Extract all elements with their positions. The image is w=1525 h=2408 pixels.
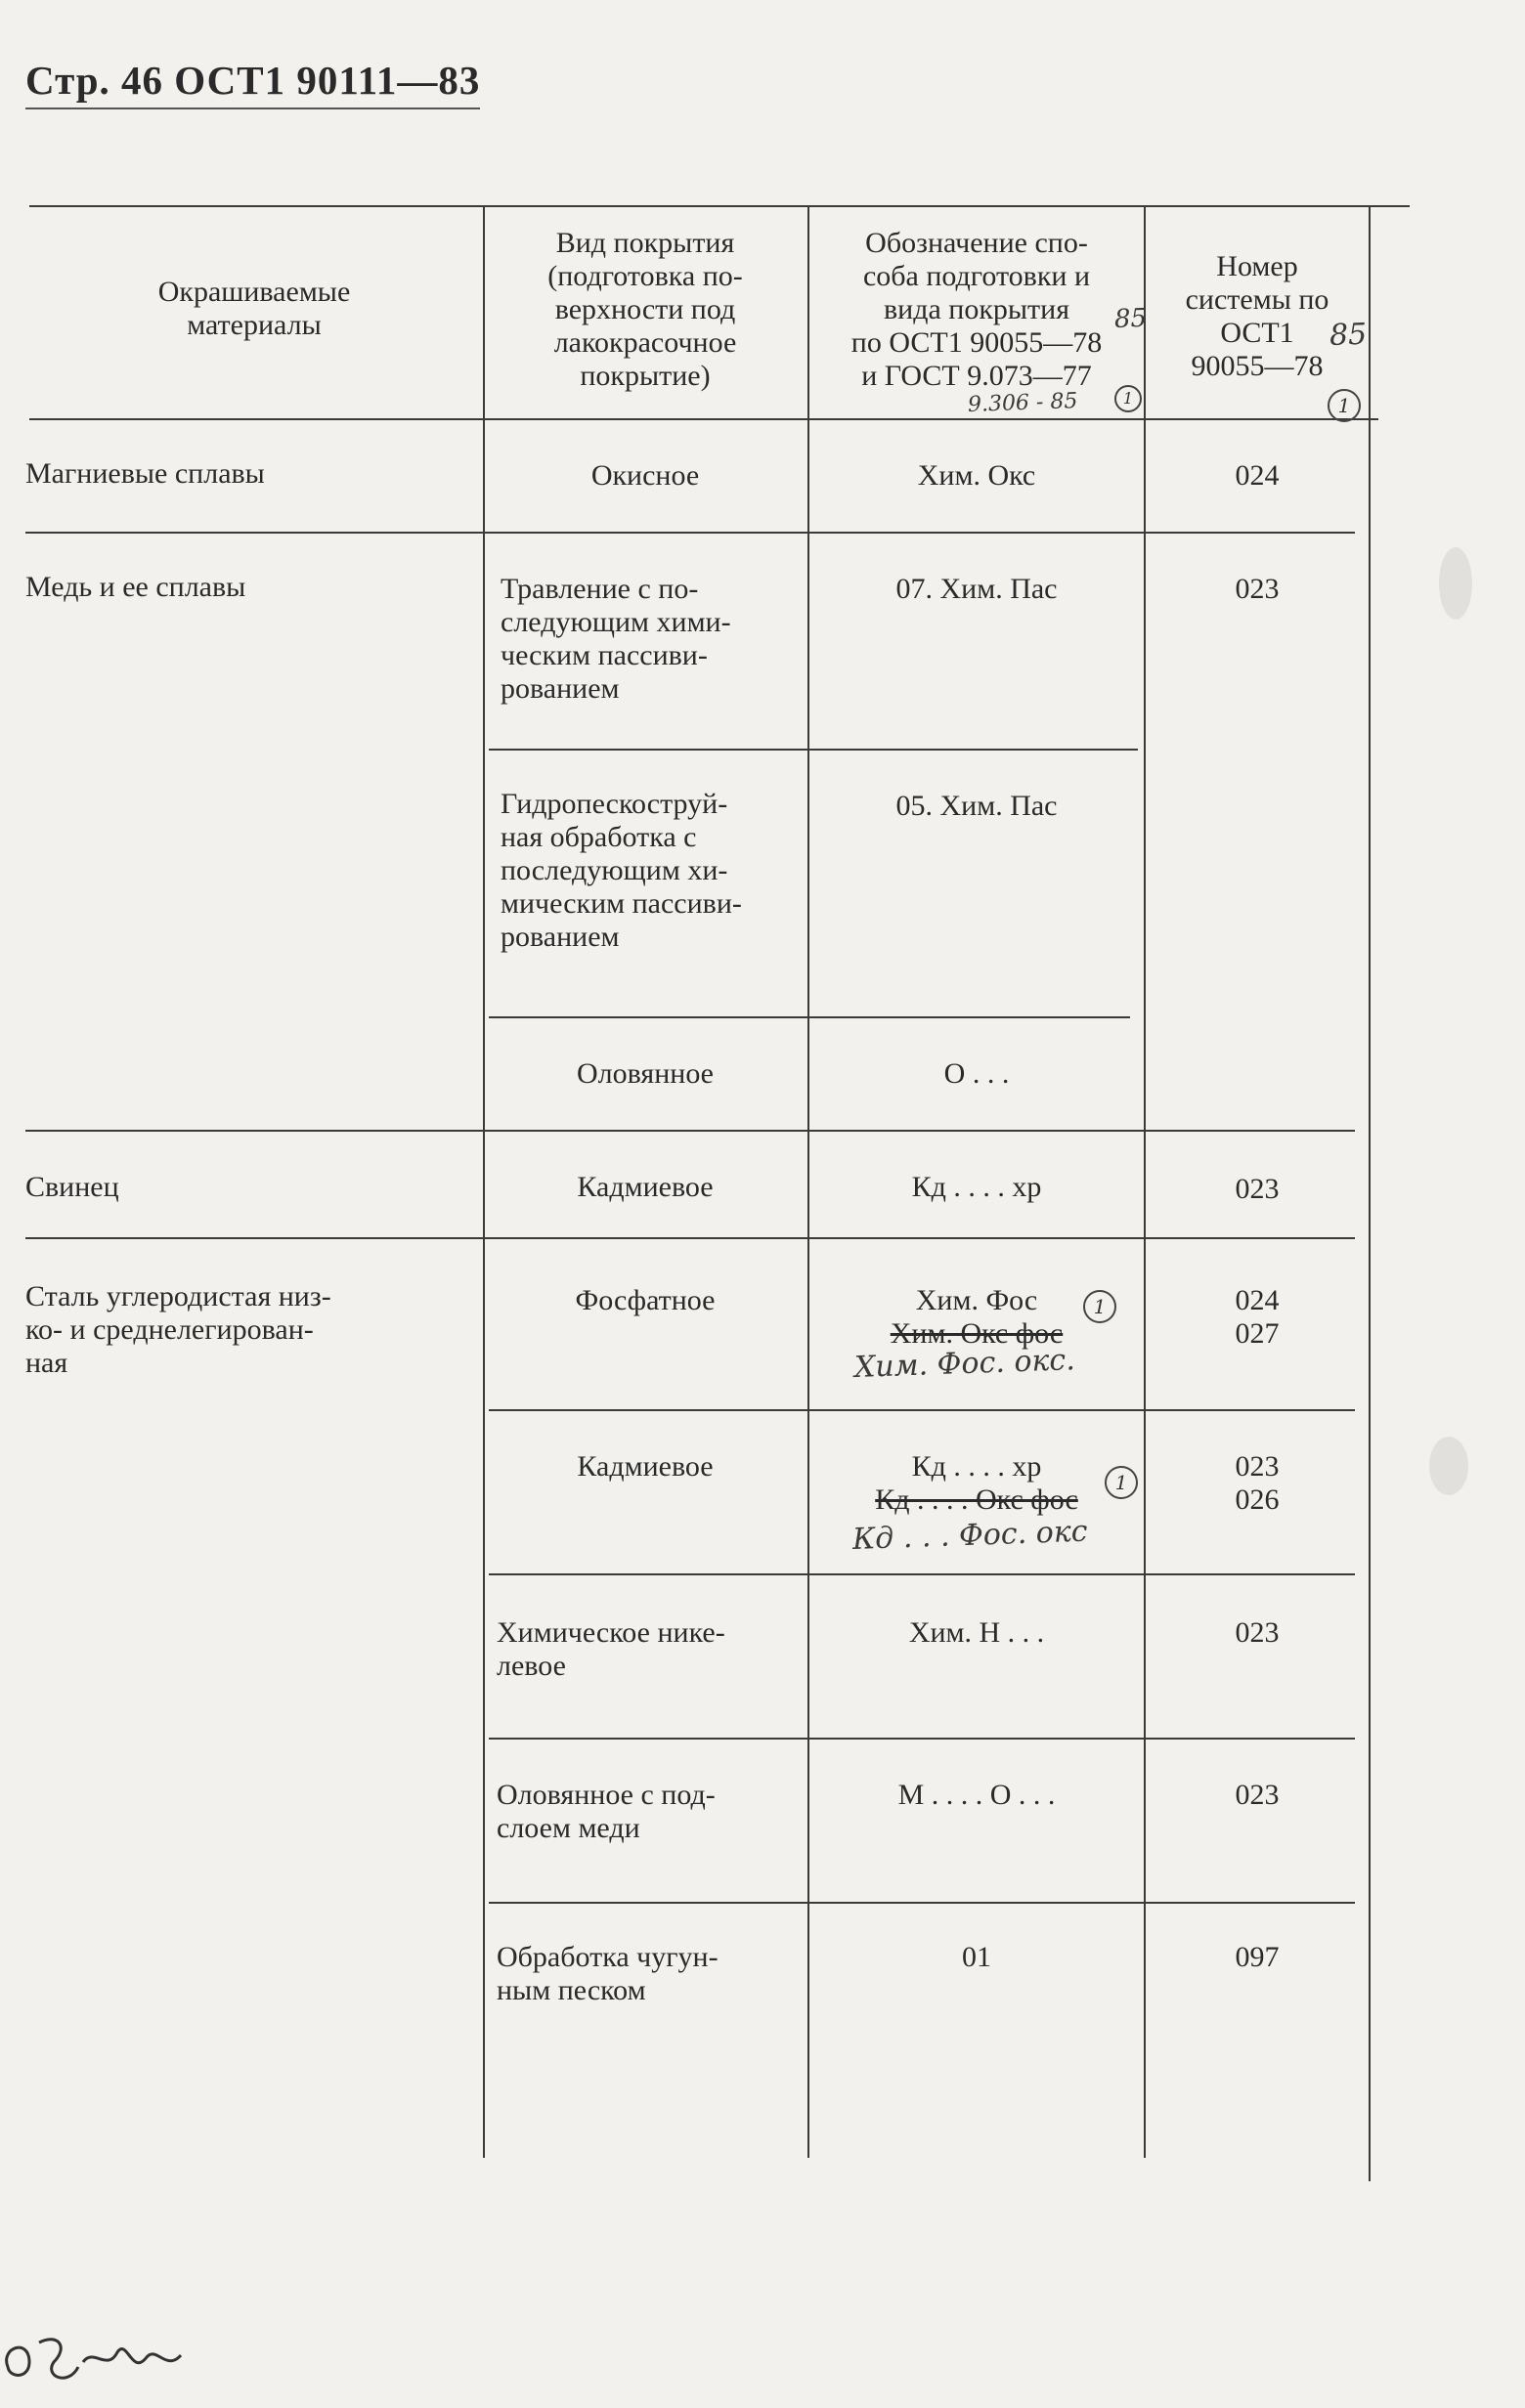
row-steel-material: Сталь углеродистая низ- ко- и среднелегирован- ная bbox=[25, 1280, 331, 1379]
row-magnesium-material: Магниевые сплавы bbox=[25, 457, 265, 490]
row-copper-coating-3: Оловянное bbox=[577, 1057, 714, 1090]
row-steel-coating-2: Кадмиевое bbox=[577, 1450, 714, 1483]
scan-smudge bbox=[1439, 547, 1472, 620]
row-copper-material: Медь и ее сплавы bbox=[25, 571, 246, 603]
row-steel-system-5: 097 bbox=[1235, 1941, 1280, 1973]
edit-gost-new: 9.306 - 85 bbox=[967, 389, 1078, 417]
rule-row-3 bbox=[25, 1237, 1355, 1239]
row-steel-designation-1: Хим. Фос Хим. Окс фос bbox=[890, 1284, 1064, 1350]
rule-row-1 bbox=[25, 532, 1355, 534]
row-lead-system: 023 bbox=[1235, 1173, 1280, 1205]
row-steel-designation-3: Хим. Н . . . bbox=[908, 1616, 1045, 1649]
row-magnesium-designation: Хим. Окс bbox=[917, 459, 1036, 492]
row-copper-coating-1: Травление с по- следующим хими- ческим пассиви- рованием bbox=[501, 573, 731, 705]
rule-steel-1 bbox=[489, 1409, 1355, 1411]
rule-copper-1 bbox=[489, 749, 1138, 751]
row-steel-designation-5: 01 bbox=[962, 1941, 991, 1973]
rule-row-2 bbox=[25, 1130, 1355, 1132]
row-steel-system-2: 023 026 bbox=[1235, 1450, 1280, 1516]
rule-top bbox=[29, 205, 1410, 207]
scan-smudge bbox=[1429, 1437, 1468, 1495]
row-copper-designation-2: 05. Хим. Пас bbox=[895, 790, 1058, 822]
header-coating-type: Вид покрытия (подготовка по- верхности под лакокрасочное покрытие) bbox=[547, 227, 743, 392]
row-steel-system-4: 023 bbox=[1235, 1779, 1280, 1811]
row-lead-coating: Кадмиевое bbox=[577, 1171, 714, 1203]
row-magnesium-coating: Окисное bbox=[590, 459, 700, 492]
row-magnesium-system: 024 bbox=[1235, 459, 1280, 492]
col-divider-3 bbox=[1144, 207, 1146, 2158]
header-designation: Обозначение спо- соба подготовки и вида покрытия по ОСТ1 90055—78 и ГОСТ 9.073—77 bbox=[850, 227, 1103, 392]
signature bbox=[0, 2318, 215, 2396]
revision-mark-header: 1 bbox=[1114, 385, 1142, 412]
header-materials: Окрашиваемые материалы bbox=[157, 276, 351, 341]
rule-steel-3 bbox=[489, 1738, 1355, 1740]
row-steel-designation-2: Кд . . . . хр Кд . . . . Окс фос bbox=[875, 1450, 1078, 1516]
signature-scribble bbox=[0, 2318, 215, 2396]
row-steel-system-3: 023 bbox=[1235, 1616, 1280, 1649]
row-steel-designation-2-handwritten: Кд . . . Фос. окс bbox=[851, 1514, 1089, 1557]
row-copper-designation-1: 07. Хим. Пас bbox=[895, 573, 1058, 605]
row-steel-designation-1-handwritten: Хим. Фос. окс. bbox=[853, 1343, 1076, 1385]
rule-copper-2 bbox=[489, 1016, 1130, 1018]
rule-steel-4 bbox=[489, 1902, 1355, 1904]
row-steel-designation-4: М . . . . О . . . bbox=[897, 1779, 1056, 1811]
col-divider-1 bbox=[483, 207, 485, 2158]
row-steel-coating-5: Обработка чугун- ным песком bbox=[497, 1941, 719, 2006]
row-steel-coating-1: Фосфатное bbox=[575, 1284, 716, 1316]
col-divider-2 bbox=[807, 207, 809, 2158]
page-header: Стр. 46 ОСТ1 90111—83 bbox=[25, 57, 480, 109]
row-steel-system-1: 024 027 bbox=[1235, 1284, 1280, 1350]
col-divider-4 bbox=[1369, 207, 1371, 2181]
revision-mark-steel-2: 1 bbox=[1105, 1466, 1138, 1499]
rule-steel-2 bbox=[489, 1573, 1355, 1575]
row-lead-material: Свинец bbox=[25, 1171, 119, 1203]
header-system-number: Номер системы по ОСТ1 90055—78 bbox=[1185, 250, 1329, 382]
rule-header-bottom bbox=[29, 418, 1378, 420]
revision-mark-system: 1 bbox=[1328, 389, 1361, 422]
row-steel-coating-3: Химическое нике- левое bbox=[497, 1616, 725, 1682]
edit-system-year: 85 bbox=[1329, 317, 1368, 353]
row-steel-coating-4: Оловянное с под- слоем меди bbox=[497, 1779, 716, 1844]
edit-designation-year: 85 bbox=[1113, 303, 1148, 334]
row-copper-system: 023 bbox=[1235, 573, 1280, 605]
revision-mark-steel-1: 1 bbox=[1083, 1290, 1116, 1323]
row-copper-designation-3: О . . . bbox=[943, 1057, 1010, 1090]
row-lead-designation: Кд . . . . хр bbox=[911, 1171, 1042, 1203]
row-copper-coating-2: Гидропескоструй- ная обработка с последующим хи- мическим пассиви- рованием bbox=[501, 788, 742, 953]
